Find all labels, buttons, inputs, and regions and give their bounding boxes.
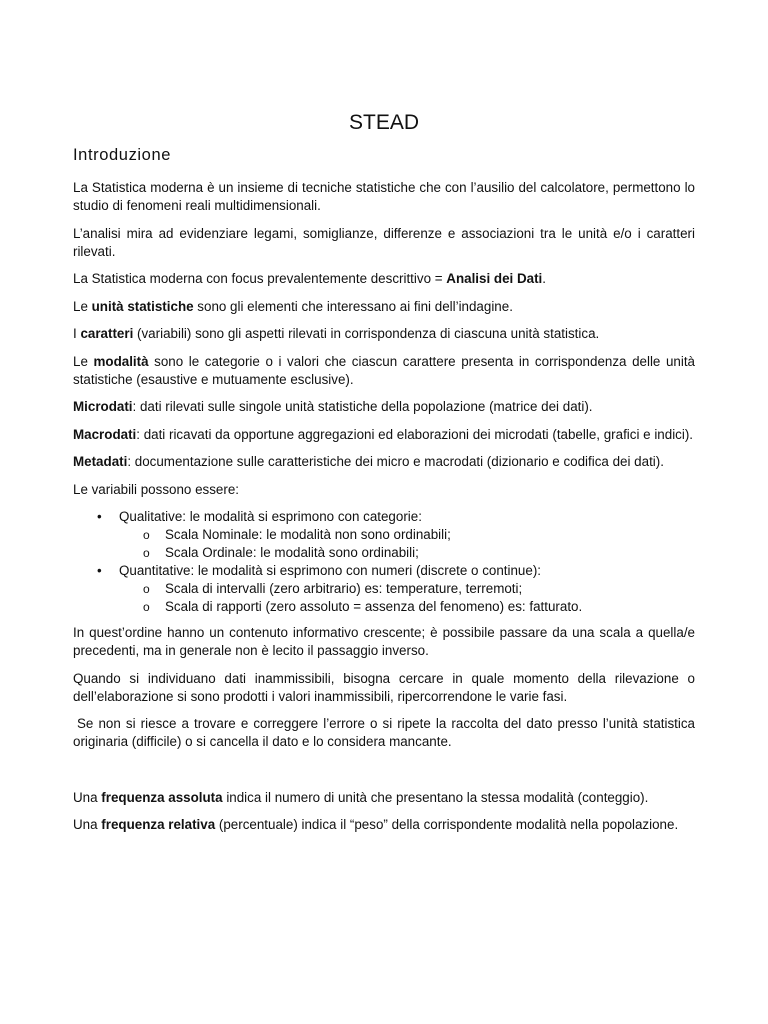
sub-list <box>119 526 695 562</box>
circle-bullet-icon: o <box>143 582 150 596</box>
paragraph: Una frequenza relativa (percentuale) indica il “peso” della corrispondente modalità nella popolazione. <box>73 817 679 832</box>
circle-bullet-icon: o <box>143 600 150 614</box>
paragraph: Quando si individuano dati inammissibili, bisogna cercare in quale momento della rilevazione o dell’elaborazione si sono prodotti i valori inammissibili, ripercorrendone le varie fasi. <box>73 670 695 704</box>
bold-term: caratteri <box>80 326 134 341</box>
bullet-icon: • <box>97 509 102 524</box>
list-item: o Scala Nominale: le modalità non sono ordinabili; <box>143 527 451 542</box>
paragraph: Una frequenza assoluta indica il numero di unità che presentano la stessa modalità (conteggio). <box>73 789 649 805</box>
list-item: • Qualitative: le modalità si esprimono con categorie: o Scala Nominale: le modalità non sono ordinabili; o Scala Ordinale: le modalità sono ordinabili; <box>73 508 695 562</box>
paragraph: I caratteri (variabili) sono gli aspetti rilevati in corrispondenza di ciascuna unità statistica. <box>73 326 600 341</box>
list-item: o Scala di intervalli (zero arbitrario) es: temperature, terremoti; <box>143 581 523 596</box>
bold-term: Macrodati <box>73 426 137 442</box>
spacer <box>73 761 695 789</box>
paragraph: Le variabili possono essere: <box>73 481 239 497</box>
list-item: • Quantitative: le modalità si esprimono con numeri (discrete o continue): o Scala di intervalli (zero arbitrario) es: temperature, terremoti; o Scala di rapporti (zero assoluto = assenza del fenomeno) es: fatturato. <box>73 562 695 616</box>
paragraph: La Statistica moderna è un insieme di tecniche statistiche che con l’ausilio del calcolatore, permettono lo studio di fenomeni reali multidimensionali. <box>73 180 695 213</box>
section-heading: Introduzione <box>73 146 172 164</box>
circle-bullet-icon: o <box>143 546 150 560</box>
variable-types-list <box>73 508 695 616</box>
bold-term: frequenza relativa <box>101 817 216 832</box>
bold-term: unità statistiche <box>91 298 194 314</box>
paragraph: In quest’ordine hanno un contenuto informativo crescente; è possibile passare da una scala a quella/e precedenti, ma in generale non è lecito il passaggio inverso. <box>73 625 695 658</box>
paragraph: L’analisi mira ad evidenziare legami, somiglianze, differenze e associazioni tra le unità e/o i caratteri rilevati. <box>73 225 695 259</box>
paragraph: Le unità statistiche sono gli elementi che interessano ai fini dell’indagine. <box>73 298 513 314</box>
paragraph: Se non si riesce a trovare e correggere l’errore o si ripete la raccolta del dato presso l’unità statistica originaria (difficile) o si cancella il dato e lo considera mancante. <box>73 716 695 749</box>
bold-term: Microdati <box>73 399 133 414</box>
paragraph: Le modalità sono le categorie o i valori che ciascun carattere presenta in corrispondenza delle unità statistiche (esaustive e mutuamente esclusive). <box>73 353 695 387</box>
bold-term: Metadati <box>73 454 128 469</box>
list-item: o Scala Ordinale: le modalità sono ordinabili; <box>143 545 419 560</box>
bold-term: modalità <box>93 353 149 369</box>
paragraph: La Statistica moderna con focus prevalentemente descrittivo = Analisi dei Dati. <box>73 271 547 286</box>
paragraph: Macrodati: dati ricavati da opportune aggregazioni ed elaborazioni dei microdati (tabelle, grafici e indici). <box>73 426 694 442</box>
circle-bullet-icon: o <box>143 528 150 542</box>
list-item: o Scala di rapporti (zero assoluto = assenza del fenomeno) es: fatturato. <box>143 599 583 614</box>
document-body <box>73 179 695 844</box>
bold-term: frequenza assoluta <box>101 789 223 805</box>
bold-term: Analisi dei Dati <box>446 271 543 286</box>
paragraph: Microdati: dati rilevati sulle singole unità statistiche della popolazione (matrice dei dati). <box>73 399 593 414</box>
sub-list <box>119 580 695 616</box>
document-title: STEAD <box>348 111 419 134</box>
bullet-icon: • <box>97 563 102 578</box>
paragraph: Metadati: documentazione sulle caratteristiche dei micro e macrodati (dizionario e codifica dei dati). <box>73 454 664 469</box>
